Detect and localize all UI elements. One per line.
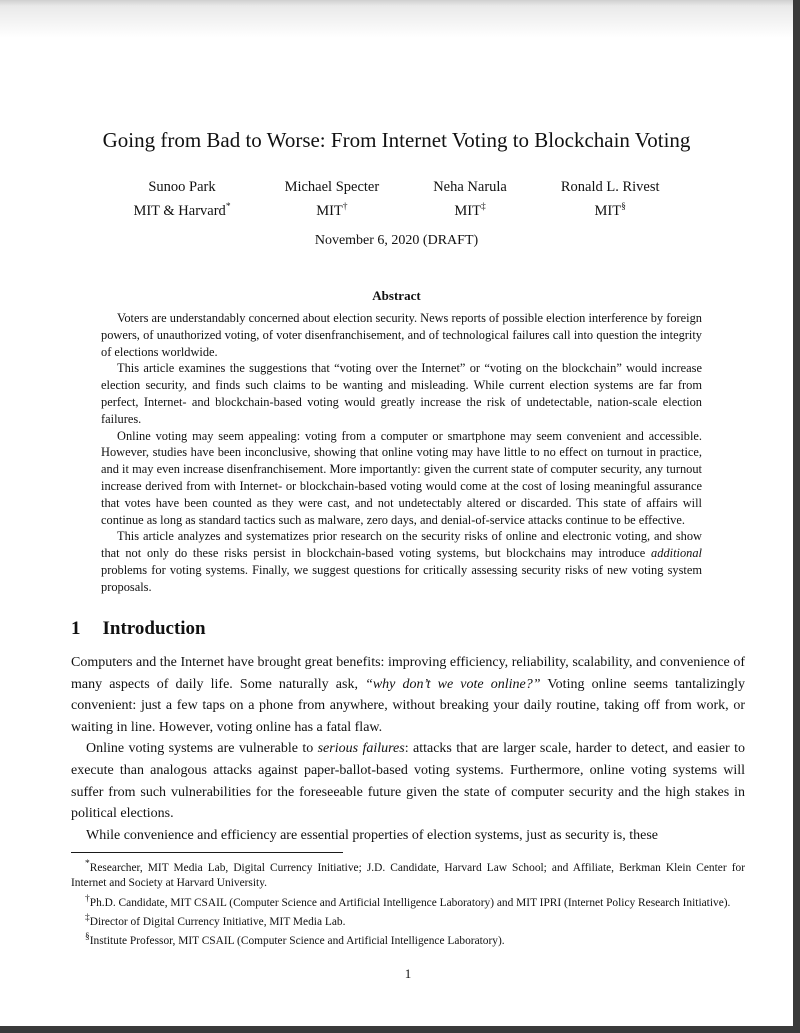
footnote-marker: †: [85, 893, 90, 904]
abstract-paragraph: This article analyzes and systematizes prior research on the security risks of online and electronic voting, and show that not only do these risks persist in blockchain-based voting systems, but blockchains may introduce additional problems for voting systems. Finally, we suggest questions for critically assessing security risks of new voting system proposals.: [101, 529, 702, 594]
abstract-paragraph: Online voting may seem appealing: voting from a computer or smartphone may seem convenient and accessible. However, studies have been inconclusive, showing that online voting may have little to no effect on turnout in practice, and it may even increase disenfranchisement. More importantly: given the current state of computer security, any turnout increase derived from with Internet- or blockchain-based voting would come at the cost of losing meaningful assurance that votes have been counted as they were cast, and not undetectably altered or discarded. This state of affairs will continue as long as standard tactics such as malware, zero days, and denial-of-service attacks continue to be effective.: [101, 428, 702, 527]
author-affiliation: MIT‡: [454, 202, 486, 219]
footnote-rule: [71, 852, 343, 853]
page-number: 1: [404, 966, 412, 981]
paper-title: Going from Bad to Worse: From Internet Voting to Blockchain Voting: [102, 128, 691, 152]
author-block: [285, 177, 380, 221]
author-block: [433, 177, 507, 221]
date-line: November 6, 2020 (DRAFT): [314, 233, 479, 248]
author-affiliation: MIT & Harvard*: [133, 202, 231, 219]
abstract-paragraph: This article examines the suggestions that “voting over the Internet” or “voting on the blockchain” would increase election security, and finds such claims to be wanting and misleading. While current election systems are far from perfect, Internet- and blockchain-based voting would greatly increase the risk of undetectable, nation-scale election failures.: [101, 361, 702, 426]
author-list: [0, 177, 793, 221]
footnote-marker: ‡: [85, 913, 90, 924]
footnote: §Institute Professor, MIT CSAIL (Computer Science and Artificial Intelligence Laboratory).: [85, 932, 505, 948]
footnote-marker: *: [85, 859, 90, 869]
author-name: Neha Narula: [433, 179, 507, 195]
body-paragraph: While convenience and efficiency are essential properties of election systems, just as security is, these: [86, 827, 658, 843]
affiliation-marker: *: [225, 202, 231, 212]
abstract-paragraph: Voters are understandably concerned about election security. News reports of possible election interference by foreign powers, of unauthorized voting, of voter disenfranchisement, and of technological failures call into question the integrity of elections worldwide.: [101, 311, 702, 359]
section-number: 1: [71, 618, 81, 639]
section-title: Introduction: [102, 618, 206, 639]
author-affiliation: MIT§: [594, 202, 626, 219]
section-heading: [71, 618, 206, 640]
author-affiliation: MIT†: [316, 202, 348, 219]
affiliation-marker: †: [342, 202, 348, 212]
affiliation-marker: ‡: [480, 202, 486, 212]
body-paragraph: Computers and the Internet have brought great benefits: improving efficiency, reliability, scalability, and convenience of many aspects of daily life. Some naturally ask, “why don’t we vote online?” Voting online seems tantalizingly convenient: just a few taps on a phone from anywhere, without breaking your daily routine, taking off from work, or waiting in line. However, voting online has a fatal flaw.: [71, 655, 745, 735]
abstract-body: [101, 310, 702, 596]
author-name: Ronald L. Rivest: [560, 179, 660, 195]
footnote: *Researcher, MIT Media Lab, Digital Currency Initiative; J.D. Candidate, Harvard Law School; and Affiliate, Berkman Klein Center for Internet and Society at Harvard University.: [71, 859, 745, 890]
affiliation-marker: §: [621, 202, 626, 212]
footnotes: [71, 857, 745, 950]
author-name: Sunoo Park: [148, 179, 216, 195]
author-block: [133, 177, 230, 221]
section-body: [71, 652, 745, 846]
footnote: †Ph.D. Candidate, MIT CSAIL (Computer Science and Artificial Intelligence Laboratory) and MIT IPRI (Internet Policy Research Initiative).: [85, 893, 731, 909]
author-block: [561, 177, 660, 221]
footnote-marker: §: [85, 932, 90, 943]
abstract-heading: Abstract: [372, 288, 421, 303]
footnote: ‡Director of Digital Currency Initiative, MIT Media Lab.: [85, 913, 346, 928]
author-name: Michael Specter: [284, 179, 380, 195]
body-paragraph: Online voting systems are vulnerable to serious failures: attacks that are larger scale, harder to detect, and easier to execute than analogous attacks against paper-ballot-based voting systems. Furthermore, online voting systems will suffer from such vulnerabilities for the foreseeable future given the state of computer security and the high stakes in political elections.: [71, 741, 745, 822]
